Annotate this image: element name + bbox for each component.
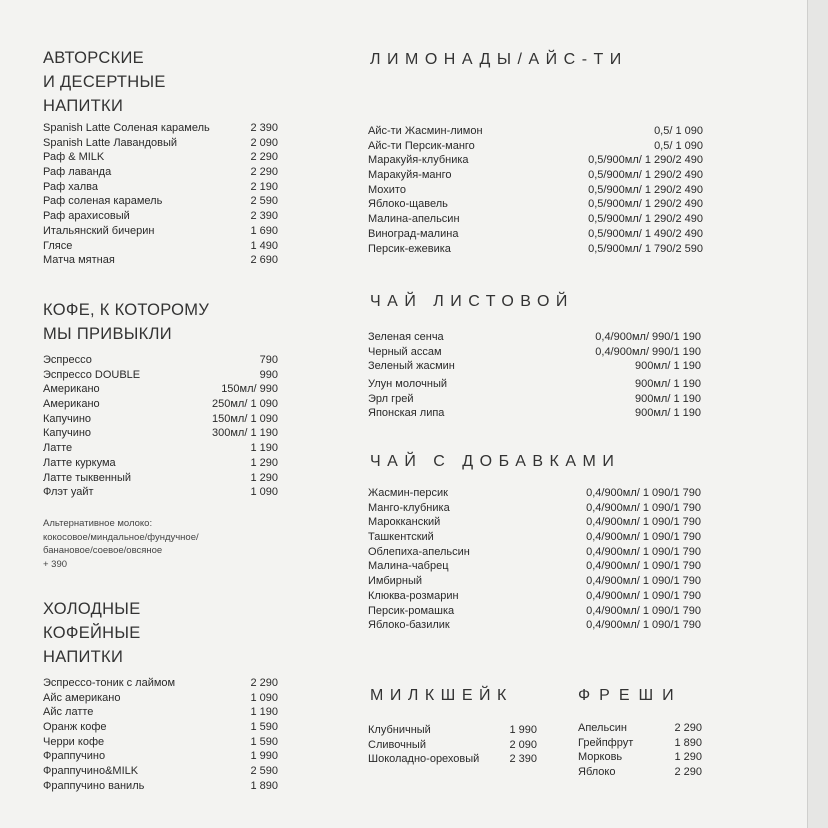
menu-item (43, 485, 278, 500)
title-line: НАПИТКИ (43, 648, 124, 666)
menu-item (368, 242, 703, 257)
item-name: Японская липа (368, 407, 445, 420)
item-name: Ташкентский (368, 531, 434, 544)
leaf-tea-title: ЧАЙ ЛИСТОВОЙ (370, 293, 574, 310)
milkshake-title: МИЛКШЕЙК (370, 687, 513, 704)
item-name: Итальянский бичерин (43, 224, 155, 237)
menu-item (43, 368, 278, 383)
title-line: АВТОРСКИЕ (43, 49, 144, 67)
tea-additives-list (368, 486, 701, 633)
item-name: Клюква-розмарин (368, 589, 459, 602)
item-price: 2 390 (250, 122, 278, 134)
menu-item (43, 150, 278, 165)
menu-item (43, 121, 278, 136)
menu-item (368, 359, 701, 374)
item-price: 900мл/ 1 190 (635, 360, 701, 373)
item-name: Капучино (43, 427, 92, 440)
item-name: Облепиха-апельсин (368, 545, 470, 558)
item-name: Айс латте (43, 706, 94, 719)
menu-item (43, 471, 278, 486)
item-price: 1 190 (250, 706, 278, 719)
item-name: Айс-ти Персик-манго (368, 139, 475, 152)
menu-item (43, 180, 278, 195)
item-price: 0,4/900мл/ 1 090/1 790 (586, 560, 701, 573)
item-name: Шоколадно-ореховый (368, 753, 480, 766)
item-price: 0,4/900мл/ 1 090/1 790 (586, 531, 701, 544)
menu-item (368, 197, 703, 212)
fresh-title: ФРЕШИ (578, 687, 683, 704)
item-price: 900мл/ 1 190 (635, 378, 701, 391)
item-price: 0,5/900мл/ 1 290/2 490 (588, 198, 703, 211)
item-name: Раф & MILK (43, 151, 105, 164)
item-price: 0,4/900мл/ 1 090/1 790 (586, 575, 701, 588)
menu-item (368, 227, 703, 242)
item-price: 2 190 (250, 180, 278, 193)
item-name: Эспрессо-тоник с лаймом (43, 677, 176, 689)
menu-item (43, 705, 278, 720)
item-price: 0,4/900мл/ 1 090/1 790 (586, 545, 701, 558)
item-name: Эрл грей (368, 392, 414, 405)
lemonades-list (368, 124, 703, 256)
menu-item (368, 377, 701, 392)
menu-item (578, 750, 702, 765)
menu-item (368, 574, 701, 589)
item-price: 0,5/900мл/ 1 290/2 490 (588, 154, 703, 167)
item-price: 0,4/900мл/ 1 090/1 790 (586, 604, 701, 617)
item-name: Spanish Latte Лавандовый (43, 136, 178, 149)
author-drinks-title (43, 46, 283, 118)
menu-item (368, 530, 701, 545)
page-edge (807, 0, 828, 828)
author-drinks-list (43, 121, 278, 268)
item-name: Матча мятная (43, 254, 115, 267)
menu-item (368, 330, 701, 345)
menu-item (43, 382, 278, 397)
item-name: Айс американо (43, 691, 121, 704)
item-price: 1 690 (250, 224, 278, 237)
menu-item (368, 545, 701, 560)
item-price: 1 990 (250, 750, 278, 763)
item-price: 790 (259, 354, 278, 366)
title-line: И ДЕСЕРТНЫЕ (43, 73, 166, 91)
leaf-tea-list (368, 330, 701, 421)
item-price: 1 290 (250, 456, 278, 469)
item-price: 2 390 (250, 210, 278, 223)
item-name: Раф соленая карамель (43, 195, 163, 208)
menu-item (43, 209, 278, 224)
item-price: 0,5/ 1 090 (654, 125, 703, 137)
item-name: Имбирный (368, 575, 423, 588)
title-line: МЫ ПРИВЫКЛИ (43, 325, 172, 343)
menu-item (368, 752, 537, 767)
milkshake-list (368, 723, 537, 767)
item-price: 2 090 (250, 136, 278, 149)
item-price: 2 390 (509, 753, 537, 766)
item-name: Эспрессо (43, 354, 92, 366)
item-name: Яблоко-щавель (368, 198, 448, 211)
item-name: Персик-ежевика (368, 242, 451, 255)
item-name: Фраппучино (43, 750, 106, 763)
item-name: Spanish Latte Соленая карамель (43, 122, 210, 134)
item-price: 990 (259, 368, 278, 381)
item-name: Раф халва (43, 180, 98, 193)
item-name: Раф лаванда (43, 166, 112, 179)
item-name: Мохито (368, 183, 406, 196)
menu-item (43, 253, 278, 268)
menu-item (43, 194, 278, 209)
item-name: Черный ассам (368, 345, 442, 358)
menu-item (368, 486, 701, 501)
item-price: 150мл/ 990 (221, 383, 278, 396)
item-name: Виноград-малина (368, 227, 459, 240)
item-name: Яблоко-базилик (368, 619, 450, 632)
item-price: 0,5/ 1 090 (654, 139, 703, 152)
menu-item (368, 406, 701, 421)
menu-item (368, 618, 701, 633)
menu-item (368, 212, 703, 227)
item-price: 0,4/900мл/ 1 090/1 790 (586, 619, 701, 632)
menu-item (43, 779, 278, 794)
item-price: 900мл/ 1 190 (635, 392, 701, 405)
item-price: 1 890 (250, 779, 278, 792)
menu-item (43, 412, 278, 427)
item-price: 0,5/900мл/ 1 290/2 490 (588, 183, 703, 196)
menu-item (43, 456, 278, 471)
menu-item (368, 168, 703, 183)
menu-item (43, 676, 278, 691)
menu-item (368, 589, 701, 604)
item-name: Латте куркума (43, 456, 116, 469)
title-line: ХОЛОДНЫЕ (43, 600, 141, 618)
item-price: 1 290 (674, 751, 702, 764)
item-name: Глясе (43, 239, 73, 252)
item-price: 1 090 (250, 486, 278, 499)
item-name: Клубничный (368, 724, 431, 736)
menu-item (578, 721, 702, 736)
item-price: 900мл/ 1 190 (635, 407, 701, 420)
item-price: 2 590 (250, 765, 278, 778)
item-name: Американо (43, 398, 100, 411)
item-name: Манго-клубника (368, 501, 450, 514)
menu-item (43, 224, 278, 239)
item-name: Латте (43, 442, 73, 455)
alt-milk-note: Альтернативное молоко: кокосовое/миндальное/фундучное/ банановое/соевое/овсяное + 390 (43, 518, 199, 570)
title-line: НАПИТКИ (43, 97, 124, 115)
item-price: 0,4/900мл/ 1 090/1 790 (586, 501, 701, 514)
item-price: 0,4/900мл/ 1 090/1 790 (586, 487, 701, 499)
item-name: Зеленая сенча (368, 331, 444, 343)
item-name: Фраппучино ваниль (43, 779, 145, 792)
item-price: 0,5/900мл/ 1 290/2 490 (588, 213, 703, 226)
coffee-list (43, 353, 278, 500)
menu-item (368, 139, 703, 154)
item-price: 2 290 (250, 677, 278, 689)
item-price: 0,5/900мл/ 1 490/2 490 (588, 227, 703, 240)
item-name: Малина-апельсин (368, 213, 460, 226)
item-price: 1 090 (250, 691, 278, 704)
menu-item (368, 604, 701, 619)
tea-additives-title: ЧАЙ С ДОБАВКАМИ (370, 453, 621, 470)
menu-item (43, 353, 278, 368)
item-price: 1 590 (250, 735, 278, 748)
menu-item (43, 735, 278, 750)
menu-item (368, 153, 703, 168)
item-name: Фраппучино&MILK (43, 765, 139, 778)
item-price: 0,4/900мл/ 1 090/1 790 (586, 516, 701, 529)
item-name: Маракуйя-манго (368, 169, 452, 182)
menu-item (43, 136, 278, 151)
item-name: Капучино (43, 412, 92, 425)
item-price: 0,5/900мл/ 1 790/2 590 (588, 242, 703, 255)
menu-item (368, 501, 701, 516)
item-name: Эспрессо DOUBLE (43, 368, 141, 381)
menu-item (578, 765, 702, 780)
item-price: 250мл/ 1 090 (212, 398, 278, 411)
item-name: Черри кофе (43, 735, 105, 748)
item-price: 2 590 (250, 195, 278, 208)
item-name: Зеленый жасмин (368, 360, 455, 373)
cold-coffee-title (43, 597, 283, 669)
item-name: Латте тыквенный (43, 471, 132, 484)
menu-item (43, 691, 278, 706)
menu-item (43, 764, 278, 779)
item-name: Оранж кофе (43, 721, 107, 734)
item-name: Морковь (578, 751, 623, 764)
menu-item (368, 723, 537, 738)
item-price: 2 690 (250, 254, 278, 267)
item-price: 0,4/900мл/ 1 090/1 790 (586, 589, 701, 602)
item-price: 2 290 (250, 151, 278, 164)
item-name: Персик-ромашка (368, 604, 455, 617)
item-name: Улун молочный (368, 378, 448, 391)
item-name: Жасмин-персик (368, 487, 448, 499)
menu-item (43, 397, 278, 412)
title-line: КОФЕЙНЫЕ (43, 624, 141, 642)
item-price: 2 290 (674, 766, 702, 779)
fresh-list (578, 721, 702, 780)
item-name: Яблоко (578, 766, 616, 779)
menu-item (368, 183, 703, 198)
item-name: Малина-чабрец (368, 560, 449, 573)
item-price: 0,4/900мл/ 990/1 190 (595, 345, 701, 358)
item-name: Марокканский (368, 516, 441, 529)
item-name: Маракуйя-клубника (368, 154, 469, 167)
item-name: Грейпфрут (578, 736, 634, 749)
cold-coffee-list (43, 676, 278, 794)
item-price: 0,4/900мл/ 990/1 190 (595, 331, 701, 343)
item-price: 150мл/ 1 090 (212, 412, 278, 425)
item-price: 2 090 (509, 738, 537, 751)
item-name: Раф арахисовый (43, 210, 130, 223)
menu-item (43, 441, 278, 456)
menu-item (368, 124, 703, 139)
item-price: 300мл/ 1 190 (212, 427, 278, 440)
menu-item (43, 749, 278, 764)
menu-item (43, 720, 278, 735)
lemonades-title: ЛИМОНАДЫ/АЙС-ТИ (370, 51, 628, 68)
menu-item (368, 345, 701, 360)
item-name: Флэт уайт (43, 486, 94, 499)
item-price: 0,5/900мл/ 1 290/2 490 (588, 169, 703, 182)
item-price: 1 590 (250, 721, 278, 734)
menu-item (368, 559, 701, 574)
item-name: Американо (43, 383, 100, 396)
menu-item (368, 392, 701, 407)
menu-item (578, 736, 702, 751)
title-line: КОФЕ, К КОТОРОМУ (43, 301, 210, 319)
item-price: 1 490 (250, 239, 278, 252)
menu-item (368, 738, 537, 753)
menu-item (43, 426, 278, 441)
item-price: 1 990 (509, 724, 537, 736)
item-price: 1 890 (674, 736, 702, 749)
menu-item (43, 239, 278, 254)
item-price: 1 190 (250, 442, 278, 455)
item-name: Айс-ти Жасмин-лимон (368, 125, 483, 137)
item-name: Апельсин (578, 722, 627, 734)
item-price: 2 290 (250, 166, 278, 179)
item-price: 2 290 (674, 722, 702, 734)
menu-item (43, 165, 278, 180)
menu-item (368, 515, 701, 530)
coffee-title (43, 298, 283, 346)
item-name: Сливочный (368, 738, 426, 751)
item-price: 1 290 (250, 471, 278, 484)
